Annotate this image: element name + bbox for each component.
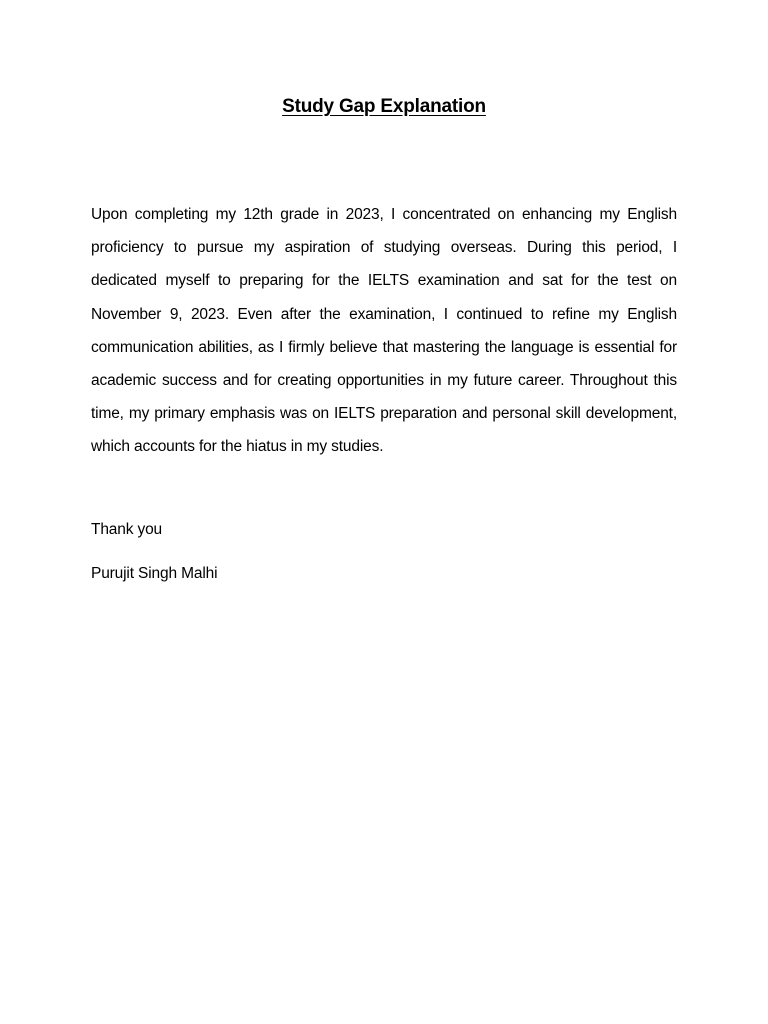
body-paragraph: Upon completing my 12th grade in 2023, I concentrated on enhancing my English proficiency to pursue my aspiration of studying overseas. During this period, I dedicated myself to preparing for the IELTS examination and sat for the test on November 9, 2023. Even after the examination, I continued to refine my English communication abilities, as I firmly believe that mastering the language is essential for academic success and for creating opportunities in my future career. Throughout this time, my primary emphasis was on IELTS preparation and personal skill development, which accounts for the hiatus in my studies. [91,206,677,456]
closing-line: Thank you [91,521,163,538]
signature-name: Purujit Singh Malhi [91,565,218,582]
document-title: Study Gap Explanation [282,96,486,117]
